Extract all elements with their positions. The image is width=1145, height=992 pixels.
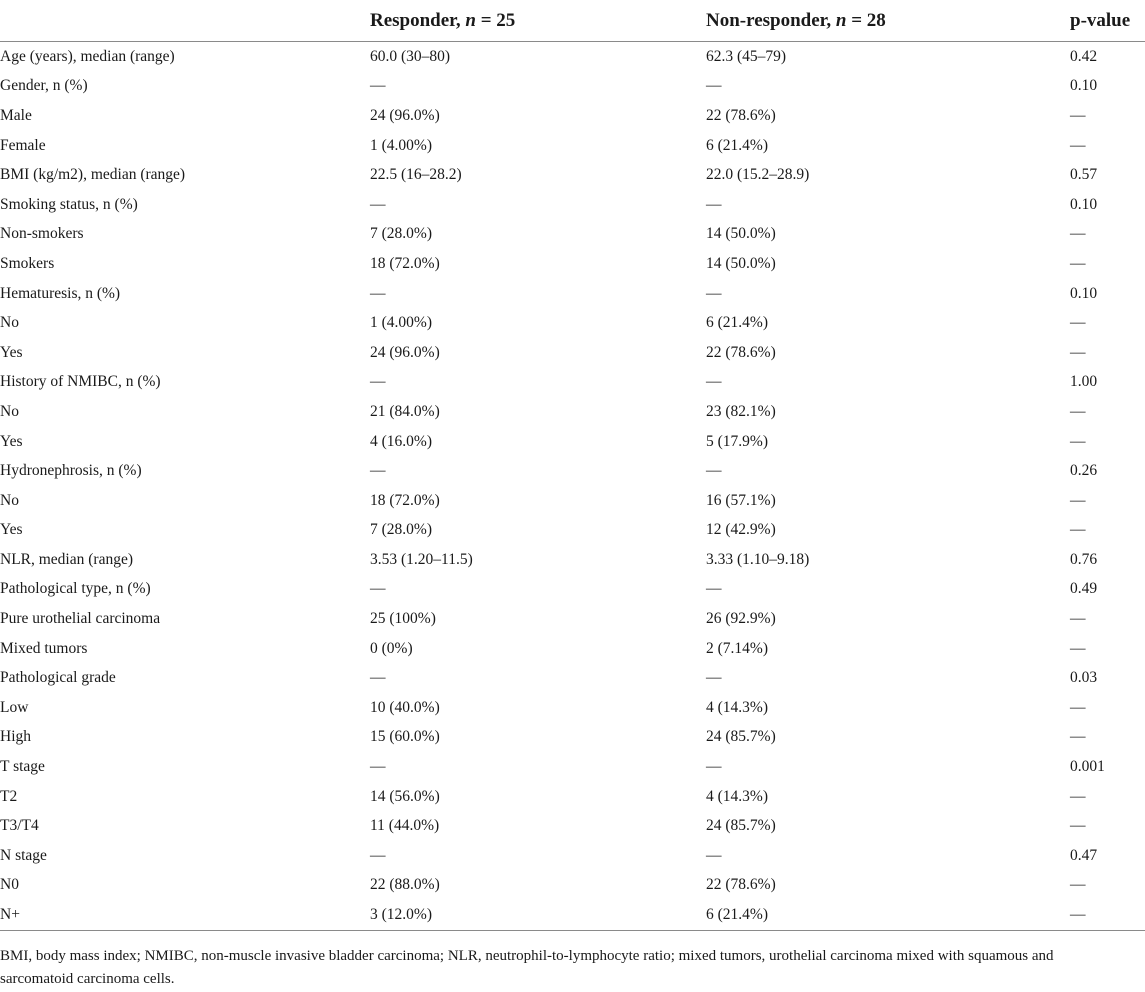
cell-variable: N stage — [0, 846, 47, 864]
cell-p-value: 1.00 — [1070, 373, 1098, 391]
cell-non-responder: 62.3 (45–79) — [706, 47, 787, 65]
table-row — [0, 249, 1145, 279]
cell-p-value: — — [1070, 136, 1086, 154]
table-row — [0, 752, 1145, 782]
cell-non-responder: 3.33 (1.10–9.18) — [706, 550, 810, 568]
header-variable — [0, 0, 370, 42]
cell-non-responder: 4 (14.3%) — [706, 787, 768, 805]
cell-non-responder: — — [706, 373, 722, 391]
cell-p-value: — — [1070, 432, 1086, 450]
cell-variable: Pathological type, n (%) — [0, 580, 151, 598]
cell-p-value: — — [1070, 698, 1086, 716]
cell-responder: — — [370, 462, 386, 480]
header-non-responder-prefix: Non-responder, — [706, 9, 836, 31]
cell-responder: 22 (88.0%) — [370, 876, 440, 894]
header-non-responder-suffix: = 28 — [846, 9, 886, 31]
cell-variable: N0 — [0, 876, 19, 894]
cell-p-value: 0.10 — [1070, 77, 1098, 95]
cell-variable: Yes — [0, 432, 23, 450]
table-row — [0, 900, 1145, 930]
table-row — [0, 723, 1145, 753]
cell-p-value: 0.47 — [1070, 846, 1098, 864]
cell-p-value: — — [1070, 491, 1086, 509]
table-row — [0, 575, 1145, 605]
cell-variable: Hematuresis, n (%) — [0, 284, 121, 302]
table-row — [0, 160, 1145, 190]
cell-responder: — — [370, 373, 386, 391]
table-row — [0, 279, 1145, 309]
cell-p-value: — — [1070, 876, 1086, 894]
table-row — [0, 545, 1145, 575]
cell-p-value: — — [1070, 254, 1086, 272]
cell-responder: 18 (72.0%) — [370, 491, 440, 509]
table-row — [0, 782, 1145, 812]
cell-responder: 0 (0%) — [370, 639, 413, 657]
cell-non-responder: 23 (82.1%) — [706, 402, 776, 420]
cell-variable: Yes — [0, 343, 23, 361]
cell-variable: Male — [0, 106, 32, 124]
cell-responder: — — [370, 195, 386, 213]
cell-p-value: — — [1070, 610, 1086, 628]
header-responder — [370, 0, 706, 42]
cell-non-responder: 14 (50.0%) — [706, 254, 776, 272]
cell-variable: T stage — [0, 758, 45, 776]
cell-p-value: 0.03 — [1070, 669, 1098, 687]
cell-p-value: — — [1070, 639, 1086, 657]
cell-non-responder: — — [706, 77, 722, 95]
table-row — [0, 101, 1145, 131]
table-row — [0, 841, 1145, 871]
cell-variable: NLR, median (range) — [0, 550, 133, 568]
cell-variable: Non-smokers — [0, 225, 84, 243]
cell-p-value: — — [1070, 343, 1086, 361]
table-row — [0, 220, 1145, 250]
cell-non-responder: 12 (42.9%) — [706, 521, 776, 539]
cell-p-value: 0.49 — [1070, 580, 1098, 598]
cell-p-value: — — [1070, 402, 1086, 420]
cell-variable: Gender, n (%) — [0, 77, 88, 95]
cell-p-value: — — [1070, 225, 1086, 243]
cell-p-value: — — [1070, 314, 1086, 332]
cell-p-value: 0.10 — [1070, 284, 1098, 302]
cell-non-responder: 6 (21.4%) — [706, 900, 1070, 930]
cell-non-responder: 16 (57.1%) — [706, 491, 776, 509]
cell-responder: 18 (72.0%) — [370, 254, 440, 272]
cell-non-responder: 22 (78.6%) — [706, 876, 776, 894]
header-row — [0, 0, 1145, 42]
cell-variable: Female — [0, 136, 46, 154]
cell-non-responder: 6 (21.4%) — [706, 314, 768, 332]
table-row — [0, 190, 1145, 220]
cell-p-value: 0.26 — [1070, 462, 1098, 480]
cell-variable: BMI (kg/m2), median (range) — [0, 166, 186, 184]
cell-p-value: — — [1070, 787, 1086, 805]
table-row — [0, 516, 1145, 546]
cell-p-value: 0.76 — [1070, 550, 1098, 568]
cell-p-value: 0.001 — [1070, 758, 1105, 776]
table-footnote: BMI, body mass index; NMIBC, non-muscle invasive bladder carcinoma; NLR, neutrophil-to-lymphocyte ratio; mixed tumors, urothelial carcinoma mixed with squamous and sarcomatoid carcinoma cells. — [0, 947, 1054, 987]
cell-p-value: 0.42 — [1070, 47, 1098, 65]
cell-responder: 1 (4.00%) — [370, 314, 432, 332]
table-row — [0, 368, 1145, 398]
cell-variable: Smoking status, n (%) — [0, 195, 138, 213]
header-p-value: p-value — [1070, 0, 1145, 42]
cell-p-value: — — [1070, 521, 1086, 539]
cell-non-responder: 14 (50.0%) — [706, 225, 776, 243]
cell-responder: 10 (40.0%) — [370, 698, 440, 716]
cell-variable: No — [0, 491, 19, 509]
table-row — [0, 308, 1145, 338]
table-row — [0, 131, 1145, 161]
cell-responder: — — [370, 758, 386, 776]
cell-non-responder: — — [706, 462, 722, 480]
table-row — [0, 427, 1145, 457]
cell-variable: Pure urothelial carcinoma — [0, 610, 161, 628]
cell-responder: — — [370, 846, 386, 864]
header-responder-suffix: = 25 — [475, 9, 516, 31]
cell-responder: 3 (12.0%) — [370, 900, 706, 930]
header-non-responder-n: n — [835, 9, 847, 31]
cell-non-responder: — — [706, 846, 722, 864]
cell-non-responder: 5 (17.9%) — [706, 432, 768, 450]
header-responder-n: n — [465, 9, 476, 31]
cell-responder: 22.5 (16–28.2) — [370, 166, 462, 184]
table-row — [0, 811, 1145, 841]
cell-variable: Low — [0, 698, 29, 716]
table-row — [0, 693, 1145, 723]
cell-p-value: — — [1070, 817, 1086, 835]
table-row — [0, 397, 1145, 427]
cell-non-responder: 22 (78.6%) — [706, 106, 776, 124]
cell-non-responder: 4 (14.3%) — [706, 698, 768, 716]
cell-non-responder: — — [706, 758, 722, 776]
cell-responder: 15 (60.0%) — [370, 728, 440, 746]
table-row — [0, 663, 1145, 693]
cell-p-value: — — [1070, 728, 1086, 746]
cell-variable: T2 — [0, 787, 18, 805]
cell-variable: T3/T4 — [0, 817, 39, 835]
cell-non-responder: 6 (21.4%) — [706, 136, 768, 154]
table-row — [0, 604, 1145, 634]
cell-non-responder: 2 (7.14%) — [706, 639, 768, 657]
cell-responder: 7 (28.0%) — [370, 225, 432, 243]
cell-non-responder: — — [706, 580, 722, 598]
cell-responder: — — [370, 77, 386, 95]
cell-variable: No — [0, 314, 19, 332]
cell-responder: 14 (56.0%) — [370, 787, 440, 805]
cell-p-value: — — [1070, 106, 1086, 124]
cell-responder: 4 (16.0%) — [370, 432, 432, 450]
cell-responder: 24 (96.0%) — [370, 343, 440, 361]
table-row — [0, 871, 1145, 901]
table-row — [0, 42, 1145, 72]
table-row — [0, 634, 1145, 664]
cell-variable: Hydronephrosis, n (%) — [0, 462, 142, 480]
cell-p-value: 0.57 — [1070, 166, 1098, 184]
cell-responder: — — [370, 580, 386, 598]
cell-non-responder: — — [706, 195, 722, 213]
cell-responder: 11 (44.0%) — [370, 817, 440, 835]
cell-responder: 21 (84.0%) — [370, 402, 440, 420]
cell-responder: 3.53 (1.20–11.5) — [370, 550, 473, 568]
cell-variable: Yes — [0, 521, 23, 539]
cell-non-responder: 24 (85.7%) — [706, 817, 776, 835]
cell-variable: History of NMIBC, n (%) — [0, 373, 161, 391]
cell-non-responder: 22.0 (15.2–28.9) — [706, 166, 810, 184]
cell-variable: N+ — [0, 900, 370, 930]
cell-responder: — — [370, 284, 386, 302]
cell-p-value: — — [1070, 900, 1145, 930]
header-responder-prefix: Responder, — [370, 9, 466, 31]
cell-non-responder: 24 (85.7%) — [706, 728, 776, 746]
cell-variable: No — [0, 402, 19, 420]
cell-variable: Smokers — [0, 254, 55, 272]
cell-non-responder: — — [706, 669, 722, 687]
table-row — [0, 456, 1145, 486]
cell-p-value: 0.10 — [1070, 195, 1098, 213]
cell-responder: 24 (96.0%) — [370, 106, 440, 124]
table-header — [0, 0, 1145, 42]
cell-responder: 1 (4.00%) — [370, 136, 432, 154]
cell-responder: 7 (28.0%) — [370, 521, 432, 539]
header-non-responder — [706, 0, 1070, 42]
cell-responder: — — [370, 669, 386, 687]
table-row — [0, 72, 1145, 102]
cell-variable: High — [0, 728, 31, 746]
table-row — [0, 338, 1145, 368]
table-row — [0, 486, 1145, 516]
table-body — [0, 42, 1145, 931]
cell-non-responder: — — [706, 284, 722, 302]
cell-variable: Pathological grade — [0, 669, 116, 687]
cell-variable: Age (years), median (range) — [0, 47, 175, 65]
cell-non-responder: 22 (78.6%) — [706, 343, 776, 361]
cell-non-responder: 26 (92.9%) — [706, 610, 776, 628]
cell-responder: 25 (100%) — [370, 610, 436, 628]
cell-responder: 60.0 (30–80) — [370, 47, 451, 65]
cell-variable: Mixed tumors — [0, 639, 88, 657]
